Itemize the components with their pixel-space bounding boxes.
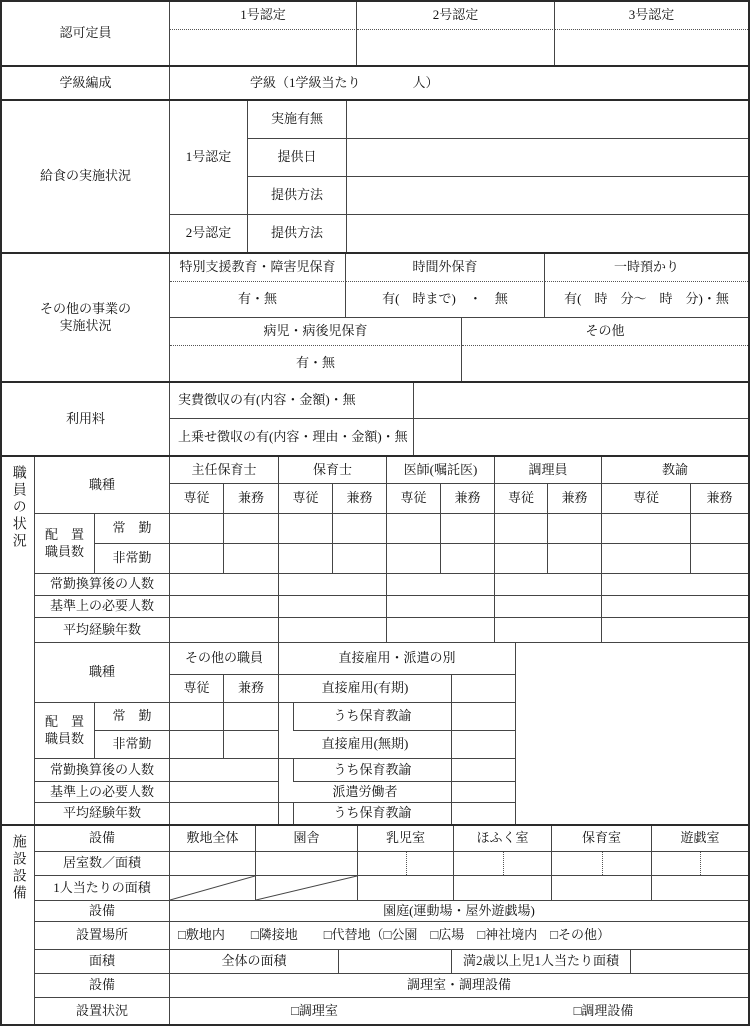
staff-count-input[interactable] xyxy=(333,544,387,574)
other-programs-label xyxy=(2,254,170,381)
staff-table-other xyxy=(35,643,748,824)
per-person-input[interactable] xyxy=(454,876,552,901)
staff-count-input[interactable] xyxy=(495,544,548,574)
cert1-capacity-input[interactable] xyxy=(170,30,357,65)
uchi-hoiku-label: うち保育教諭 xyxy=(293,803,452,824)
avg-years-input[interactable] xyxy=(170,618,279,642)
staff-tables xyxy=(35,457,748,824)
cert2-header: 2号認定 xyxy=(357,2,555,30)
avg-years-row-label: 平均経験年数 xyxy=(35,618,170,642)
facility-section-label: 施設設備 xyxy=(2,826,35,1024)
fte-input[interactable] xyxy=(279,574,387,596)
uchi-hoiku-input[interactable] xyxy=(452,803,516,824)
staff-shokushu-label: 職種 xyxy=(35,457,170,514)
cert1-header: 1号認定 xyxy=(170,2,357,30)
section-approved-capacity xyxy=(2,2,748,67)
direct-fixed-label: 直接雇用(有期) xyxy=(279,675,452,703)
area-per-child-label: 満2歳以上児1人当たり面積 xyxy=(452,950,631,974)
avg-years-input[interactable] xyxy=(495,618,602,642)
per-person-input[interactable] xyxy=(552,876,652,901)
kitchen-equipment-checkbox[interactable]: □調理設備 xyxy=(573,1002,634,1018)
meal-provide-method2-label: 提供方法 xyxy=(248,215,347,252)
employment-type-header: 直接雇用・派遣の別 xyxy=(279,643,516,675)
profession-header-1: 保育士 xyxy=(279,457,387,484)
cert3-header: 3号認定 xyxy=(555,2,748,30)
uchi-hoiku-input[interactable] xyxy=(452,703,516,731)
required-row-label: 基準上の必要人数 xyxy=(35,596,170,618)
per-person-na-cell xyxy=(256,876,358,901)
kenmu-header: 兼務 xyxy=(548,484,602,514)
kenmu-header: 兼務 xyxy=(333,484,387,514)
staff-count-input[interactable] xyxy=(170,703,224,731)
senju-header: 専従 xyxy=(495,484,548,514)
area-row-grid xyxy=(170,950,748,974)
required-input[interactable] xyxy=(602,596,748,618)
required-row-label: 基準上の必要人数 xyxy=(35,782,170,803)
profession-header-2: 医師(嘱託医) xyxy=(387,457,495,484)
per-person-row-label: 1人当たりの面積 xyxy=(35,876,170,901)
section-meal-service xyxy=(2,101,748,254)
staff-count-input[interactable] xyxy=(548,514,602,544)
staff-count-input[interactable] xyxy=(602,544,691,574)
rooms-area-row-label: 居室数／面積 xyxy=(35,852,170,876)
staff-count-input[interactable] xyxy=(548,544,602,574)
profession-header-3: 調理員 xyxy=(495,457,602,484)
additional-fee-label[interactable]: 上乗せ徴収の有(内容・理由・金額)・無 xyxy=(170,419,414,455)
senju-header: 専従 xyxy=(170,484,224,514)
kenmu-header: 兼務 xyxy=(441,484,495,514)
status-row xyxy=(170,998,748,1024)
room-header-1: 園舎 xyxy=(256,826,358,852)
other-staff-header: その他の職員 xyxy=(170,643,279,675)
meal-provide-method-input[interactable] xyxy=(347,177,748,215)
meal-implemented-label: 実施有無 xyxy=(248,101,347,139)
area-per-child-input[interactable] xyxy=(631,950,748,974)
fte-input[interactable] xyxy=(387,574,495,596)
meal-cert2-label: 2号認定 xyxy=(170,215,248,252)
required-input[interactable] xyxy=(495,596,602,618)
rooms-area-split-input[interactable] xyxy=(552,852,652,876)
meal-provide-day-input[interactable] xyxy=(347,139,748,177)
area-total-label: 全体の面積 xyxy=(170,950,339,974)
diagonal-line xyxy=(170,876,255,900)
meal-provide-day-label: 提供日 xyxy=(248,139,347,177)
senju-header: 専従 xyxy=(170,675,224,703)
section-facility-equipment xyxy=(2,826,748,1024)
rooms-area-split-input[interactable] xyxy=(652,852,748,876)
jokin-label: 常 勤 xyxy=(95,514,170,544)
rooms-area-input[interactable] xyxy=(256,852,358,876)
kenmu-header: 兼務 xyxy=(224,675,279,703)
staff-shokushu-label: 職種 xyxy=(35,643,170,703)
actual-cost-input[interactable] xyxy=(414,383,748,419)
fees-label: 利用料 xyxy=(2,383,170,455)
avg-years-input[interactable] xyxy=(279,618,387,642)
uchi-hoiku-input[interactable] xyxy=(452,759,516,782)
fte-input[interactable] xyxy=(170,574,279,596)
required-input[interactable] xyxy=(170,596,279,618)
staff-count-input[interactable] xyxy=(170,544,224,574)
meal-implemented-input[interactable] xyxy=(347,101,748,139)
extended-care-header: 時間外保育 xyxy=(346,254,545,282)
room-header-4: 保育室 xyxy=(552,826,652,852)
extended-care-value[interactable]: 有( 時まで) ・ 無 xyxy=(346,282,545,318)
haichi-label xyxy=(35,703,95,759)
direct-perm-label: 直接雇用(無期) xyxy=(279,731,452,759)
special-ed-header: 特別支援教育・障害児保育 xyxy=(170,254,346,282)
senju-header: 専従 xyxy=(387,484,441,514)
section-staff-status xyxy=(2,457,748,826)
diagonal-line xyxy=(256,876,357,900)
section-class-organization xyxy=(2,67,748,101)
staff-count-input[interactable] xyxy=(224,514,279,544)
facility-table xyxy=(35,826,748,1024)
direct-perm-input[interactable] xyxy=(452,731,516,759)
fte-input[interactable] xyxy=(495,574,602,596)
staff-section-label: 職員の状況 xyxy=(2,457,35,824)
direct-fixed-input[interactable] xyxy=(452,675,516,703)
staff-count-input[interactable] xyxy=(387,514,441,544)
garden-setsubi-header: 設備 xyxy=(35,901,170,922)
room-header-2: 乳児室 xyxy=(358,826,454,852)
staff-count-input[interactable] xyxy=(224,544,279,574)
garden-label: 園庭(運動場・屋外遊戯場) xyxy=(170,901,748,922)
required-input[interactable] xyxy=(279,596,387,618)
other-header: その他 xyxy=(462,318,748,346)
class-org-input[interactable]: 学級（1学級当たり 人） xyxy=(170,67,748,99)
location-row-label: 設置場所 xyxy=(35,922,170,950)
section-fees xyxy=(2,383,748,457)
actual-cost-label[interactable]: 実費徴収の有(内容・金額)・無 xyxy=(170,383,414,419)
uchi-hoiku-label: うち保育教諭 xyxy=(293,703,452,731)
kenmu-header: 兼務 xyxy=(224,484,279,514)
class-org-label: 学級編成 xyxy=(2,67,170,99)
staff-count-input[interactable] xyxy=(224,703,279,731)
temporary-care-header: 一時預かり xyxy=(545,254,748,282)
haichi-label-line2: 職員数 xyxy=(44,543,84,559)
fte-input[interactable] xyxy=(170,759,279,782)
haichi-label-line1: 配 置 xyxy=(44,527,84,543)
fte-input[interactable] xyxy=(602,574,748,596)
hijokin-label: 非常勤 xyxy=(95,544,170,574)
fte-row-label: 常勤換算後の人数 xyxy=(35,574,170,596)
kenmu-header: 兼務 xyxy=(691,484,748,514)
staff-count-input[interactable] xyxy=(279,544,333,574)
avg-years-input[interactable] xyxy=(170,803,279,824)
required-input[interactable] xyxy=(170,782,279,803)
hijokin-label: 非常勤 xyxy=(95,731,170,759)
additional-fee-input[interactable] xyxy=(414,419,748,455)
cert2-capacity-input[interactable] xyxy=(357,30,555,65)
rooms-area-input[interactable] xyxy=(170,852,256,876)
other-programs-label-line1: その他の事業の xyxy=(39,301,131,317)
staff-count-input[interactable] xyxy=(691,514,748,544)
staff-count-input[interactable] xyxy=(691,544,748,574)
room-header-3: ほふく室 xyxy=(454,826,552,852)
rooms-area-split-input[interactable] xyxy=(358,852,454,876)
staff-count-input[interactable] xyxy=(333,514,387,544)
haichi-label-line1: 配 置 xyxy=(44,714,84,730)
kitchen-setsubi-header: 設備 xyxy=(35,974,170,998)
kitchen-room-checkbox[interactable]: □調理室 xyxy=(291,1002,338,1018)
location-options[interactable]: □敷地内 □隣接地 □代替地（□公園 □広場 □神社境内 □その他） xyxy=(170,922,748,950)
meal-label: 給食の実施状況 xyxy=(2,101,170,252)
meal-cert1-label: 1号認定 xyxy=(170,101,248,215)
jokin-label: 常 勤 xyxy=(95,703,170,731)
sick-care-value[interactable]: 有・無 xyxy=(170,346,462,381)
per-person-input[interactable] xyxy=(358,876,454,901)
staff-notes-area[interactable] xyxy=(516,643,748,824)
temporary-care-value[interactable]: 有( 時 分～ 時 分)・無 xyxy=(545,282,748,318)
meal-provide-method2-input[interactable] xyxy=(347,215,748,252)
staff-count-input[interactable] xyxy=(279,514,333,544)
room-header-0: 敷地全体 xyxy=(170,826,256,852)
kitchen-label: 調理室・調理設備 xyxy=(170,974,748,998)
avg-years-input[interactable] xyxy=(387,618,495,642)
dispatch-input[interactable] xyxy=(452,782,516,803)
staff-count-input[interactable] xyxy=(441,544,495,574)
rooms-area-split-input[interactable] xyxy=(454,852,552,876)
per-person-input[interactable] xyxy=(652,876,748,901)
staff-count-input[interactable] xyxy=(387,544,441,574)
dispatch-label: 派遣労働者 xyxy=(279,782,452,803)
meal-provide-method-label: 提供方法 xyxy=(248,177,347,215)
section-other-programs xyxy=(2,254,748,383)
other-programs-lower-grid xyxy=(170,318,748,381)
senju-header: 専従 xyxy=(279,484,333,514)
staff-count-input[interactable] xyxy=(441,514,495,544)
required-input[interactable] xyxy=(387,596,495,618)
staff-count-input[interactable] xyxy=(170,514,224,544)
status-row-label: 設置状況 xyxy=(35,998,170,1024)
fte-row-label: 常勤換算後の人数 xyxy=(35,759,170,782)
senju-header: 専従 xyxy=(602,484,691,514)
cert3-capacity-input[interactable] xyxy=(555,30,748,65)
staff-count-input[interactable] xyxy=(224,731,279,759)
uchi-hoiku-label: うち保育教諭 xyxy=(293,759,452,782)
staff-count-input[interactable] xyxy=(495,514,548,544)
haichi-label-line2: 職員数 xyxy=(44,730,84,746)
other-value-input[interactable] xyxy=(462,346,748,381)
area-total-input[interactable] xyxy=(339,950,452,974)
staff-count-input[interactable] xyxy=(602,514,691,544)
special-ed-value[interactable]: 有・無 xyxy=(170,282,346,318)
area-row-label: 面積 xyxy=(35,950,170,974)
facility-setsubi-header: 設備 xyxy=(35,826,170,852)
avg-years-row-label: 平均経験年数 xyxy=(35,803,170,824)
haichi-label xyxy=(35,514,95,574)
other-programs-label-line2: 実施状況 xyxy=(59,317,112,333)
profession-header-4: 教諭 xyxy=(602,457,748,484)
avg-years-input[interactable] xyxy=(602,618,748,642)
staff-table-main xyxy=(35,457,748,643)
sick-care-header: 病児・病後児保育 xyxy=(170,318,462,346)
room-header-5: 遊戯室 xyxy=(652,826,748,852)
approved-capacity-label: 認可定員 xyxy=(2,2,170,65)
staff-count-input[interactable] xyxy=(170,731,224,759)
per-person-na-cell xyxy=(170,876,256,901)
profession-header-0: 主任保育士 xyxy=(170,457,279,484)
